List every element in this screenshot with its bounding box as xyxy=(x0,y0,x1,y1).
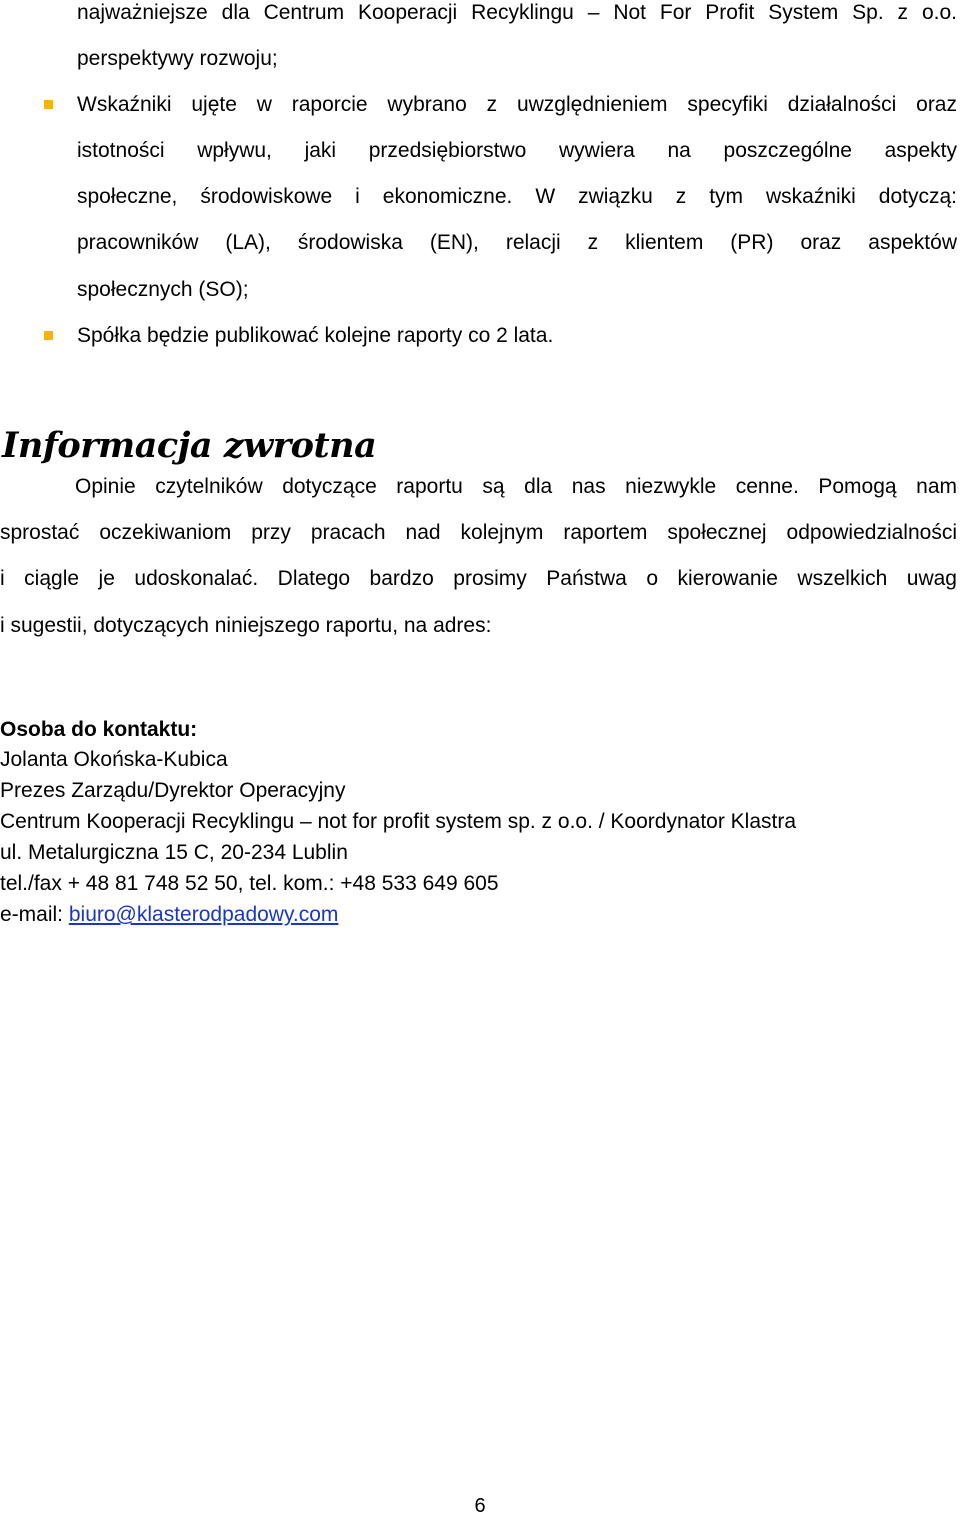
contact-role: Prezes Zarządu/Dyrektor Operacyjny xyxy=(0,779,346,802)
page-number: 6 xyxy=(474,1495,486,1517)
bullet-2-line-1: Spółka będzie publikować kolejne raporty co 2 lata. xyxy=(77,324,554,347)
feedback-line-1: Opinie czytelników dotyczące raportu są dla nas niezwykle cenne. Pomogą nam xyxy=(75,475,957,498)
bullet-1-line-5: społecznych (SO); xyxy=(77,278,249,301)
contact-phone: tel./fax + 48 81 748 52 50, tel. kom.: +48 533 649 605 xyxy=(0,872,499,895)
bullet-1-line-1: Wskaźniki ujęte w raporcie wybrano z uwzględnieniem specyfiki działalności oraz xyxy=(77,93,957,116)
contact-name: Jolanta Okońska-Kubica xyxy=(0,748,228,771)
bullet-1-line-4: pracowników (LA), środowiska (EN), relacji z klientem (PR) oraz aspektów xyxy=(77,231,957,254)
bullet-square-icon xyxy=(44,100,53,109)
intro-line-1: najważniejsze dla Centrum Kooperacji Recyklingu – Not For Profit System Sp. z o.o. xyxy=(77,1,957,24)
bullet-1-line-2: istotności wpływu, jaki przedsiębiorstwo wywiera na poszczególne aspekty xyxy=(77,139,957,162)
feedback-line-4: i sugestii, dotyczących niniejszego raportu, na adres: xyxy=(0,614,492,637)
bullet-1-line-3: społeczne, środowiskowe i ekonomiczne. W związku z tym wskaźniki dotyczą: xyxy=(77,185,957,208)
intro-line-2: perspektywy rozwoju; xyxy=(77,47,278,70)
contact-organization: Centrum Kooperacji Recyklingu – not for profit system sp. z o.o. / Koordynator Klastra xyxy=(0,810,797,833)
feedback-line-3: i ciągle je udoskonalać. Dlatego bardzo prosimy Państwa o kierowanie wszelkich uwag xyxy=(0,567,957,590)
contact-email-row xyxy=(0,902,338,928)
email-label: e-mail: xyxy=(0,903,69,926)
feedback-line-2: sprostać oczekiwaniom przy pracach nad kolejnym raportem społecznej odpowiedzialności xyxy=(0,521,957,544)
bullet-square-icon xyxy=(44,331,53,340)
email-link[interactable]: biuro@klasterodpadowy.com xyxy=(68,903,339,926)
contact-address: ul. Metalurgiczna 15 C, 20-234 Lublin xyxy=(0,841,348,864)
section-heading: Informacja zwrotna xyxy=(2,425,377,466)
contact-label: Osoba do kontaktu: xyxy=(0,718,198,741)
